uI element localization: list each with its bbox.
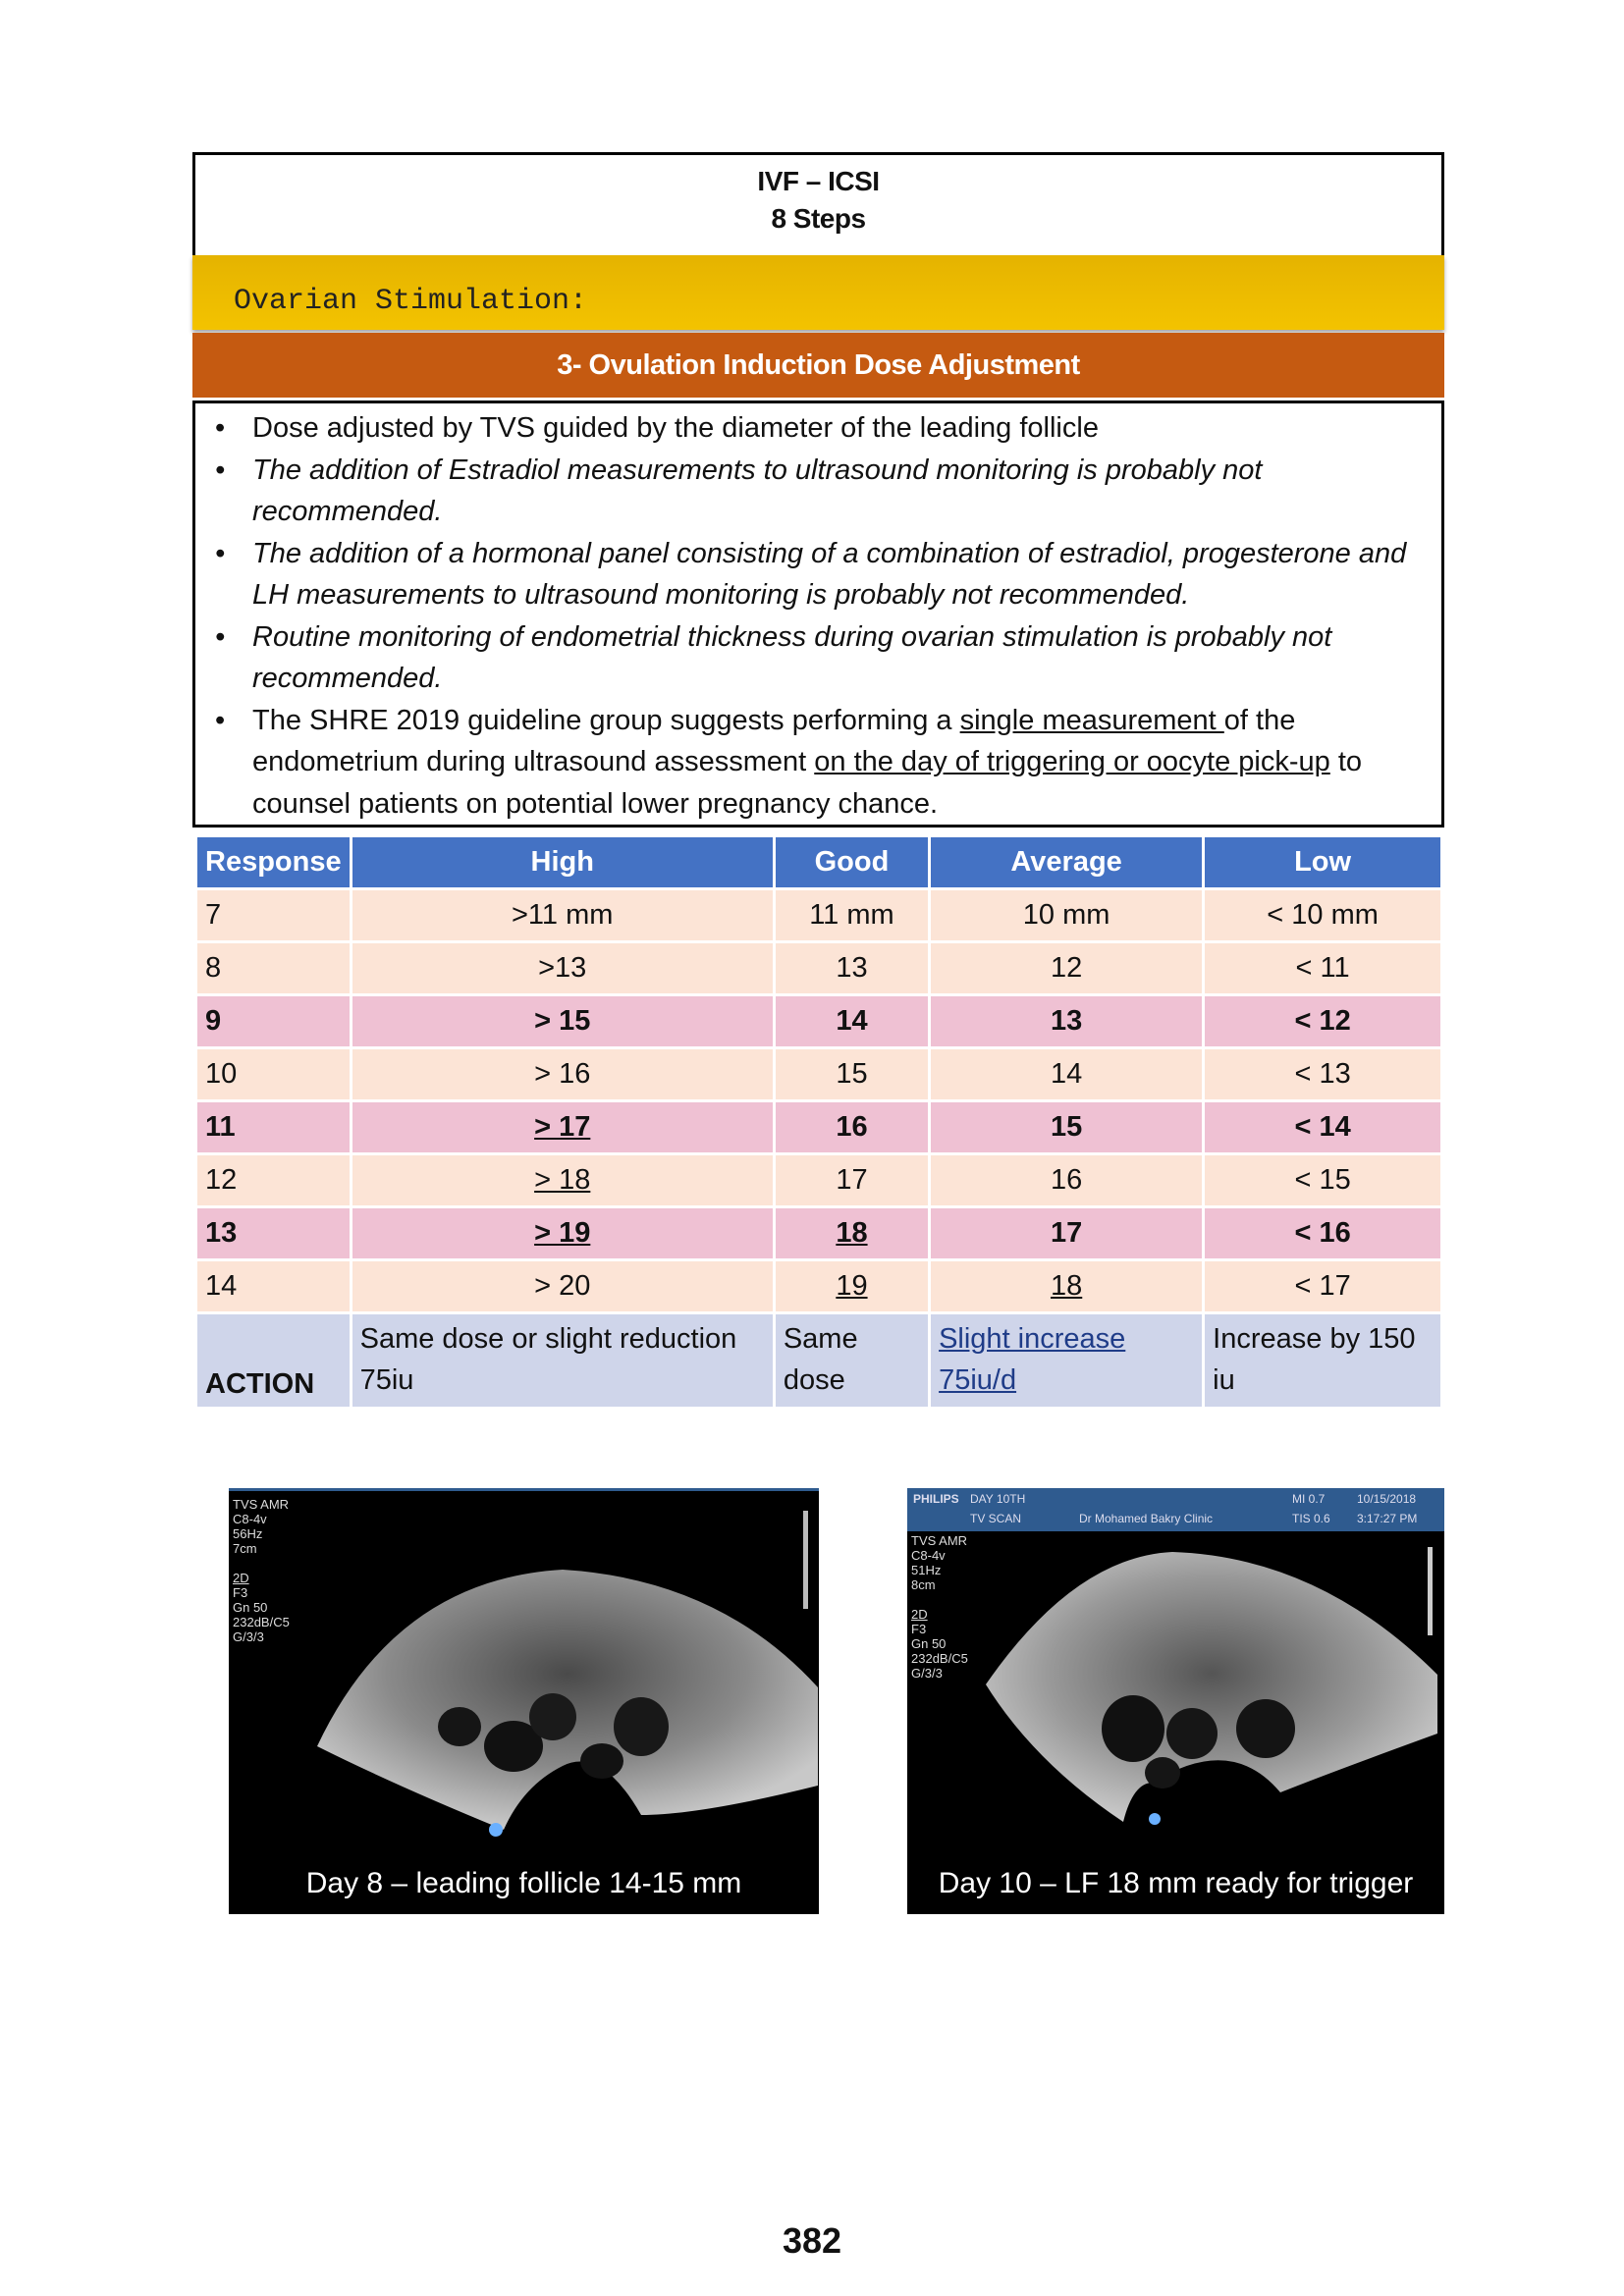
scan-date: 10/15/2018 (1357, 1492, 1417, 1506)
table-cell (197, 1155, 350, 1205)
bullet-item: • The addition of Estradiol measurements to ultrasound monitoring is probably not recommended. (252, 450, 1441, 533)
table-row (197, 1049, 1440, 1099)
table-row (197, 1261, 1440, 1311)
cell-value: > 20 (534, 1270, 591, 1302)
cell-value: >11 mm (512, 899, 614, 931)
tis-value: TIS 0.6 (1292, 1512, 1330, 1525)
table-cell (931, 1049, 1202, 1099)
document-title-box (192, 152, 1444, 260)
column-header: High (352, 837, 773, 887)
scan-parameter (911, 1592, 968, 1607)
scan-parameter: TVS AMR (911, 1533, 968, 1548)
cell-value: 16 (1050, 1164, 1083, 1196)
ultrasound-scan-left (229, 1491, 819, 1914)
action-text: Same dose or slight reduction 75iu (359, 1323, 737, 1396)
table-cell (352, 1155, 773, 1205)
column-header: Response (197, 837, 350, 887)
text: of the endometrium during ultrasound assessment (252, 704, 1296, 777)
cell-value: 8 (205, 952, 222, 984)
table-row (197, 943, 1440, 993)
underlined-text: single measurement (959, 704, 1224, 736)
table-cell (931, 1155, 1202, 1205)
scan-parameter: Gn 50 (233, 1600, 268, 1615)
table-cell (197, 1102, 350, 1152)
cell-value: 14 (205, 1270, 238, 1302)
cell-value: > 19 (534, 1217, 591, 1249)
table-cell (352, 996, 773, 1046)
section-label: Ovarian Stimulation: (234, 285, 588, 318)
cell-value: 16 (836, 1111, 868, 1143)
cell-value: 10 (205, 1058, 238, 1090)
table-cell (352, 890, 773, 940)
action-row (197, 1314, 1440, 1407)
bullet-list (195, 403, 1441, 825)
table-row (197, 890, 1440, 940)
scan-parameters (911, 1533, 968, 1681)
column-header: Average (931, 837, 1202, 887)
scan-parameter: 232dB/C5 (911, 1651, 968, 1666)
cell-value: > 17 (534, 1111, 591, 1143)
table-cell (776, 1155, 928, 1205)
scan-parameter: F3 (911, 1622, 927, 1636)
table-cell (931, 1102, 1202, 1152)
cell-value: 15 (1050, 1111, 1083, 1143)
bullet-item (252, 700, 1441, 826)
scan-parameter: 2D (911, 1607, 928, 1622)
document-title: IVF – ICSI (757, 166, 880, 196)
table-cell (197, 1049, 350, 1099)
cell-value: > 16 (534, 1058, 591, 1090)
cell-value: > 18 (534, 1164, 591, 1196)
table-header-row (197, 837, 1440, 887)
day-label: DAY 10TH (970, 1492, 1026, 1506)
cell-value: < 11 (1295, 952, 1350, 984)
cell-value: < 15 (1294, 1164, 1351, 1196)
cell-value: 14 (836, 1005, 868, 1037)
table-cell (931, 943, 1202, 993)
action-text: Slight increase 75iu/d (939, 1323, 1126, 1396)
cell-value: 9 (205, 1005, 222, 1037)
table-cell (1205, 1155, 1440, 1205)
cell-value: 10 mm (1022, 899, 1110, 931)
scan-parameter: TVS AMR (233, 1497, 290, 1512)
action-cell (197, 1314, 350, 1407)
action-cell (352, 1314, 773, 1407)
bullet-item: • Dose adjusted by TVS guided by the diameter of the leading follicle (252, 407, 1441, 450)
table-row (197, 1155, 1440, 1205)
table-cell (352, 1102, 773, 1152)
text: to counsel patients on potential lower pregnancy chance. (252, 746, 1363, 820)
table-row (197, 1208, 1440, 1258)
scan-parameter: Gn 50 (911, 1636, 947, 1651)
table-cell (776, 1208, 928, 1258)
cell-value: < 16 (1294, 1217, 1351, 1249)
cell-value: 13 (1050, 1005, 1083, 1037)
cell-value: 19 (836, 1270, 868, 1302)
bullet-item: • The addition of a hormonal panel consisting of a combination of estradiol, progesterone and LH measurements to ultrasound monitoring is probably not recommended. (252, 533, 1441, 616)
action-cell (776, 1314, 928, 1407)
scan-label: TV SCAN (970, 1512, 1022, 1525)
cell-value: < 17 (1294, 1270, 1351, 1302)
scan-parameter: 232dB/C5 (233, 1615, 290, 1629)
table-cell (352, 1208, 773, 1258)
cell-value: 18 (836, 1217, 868, 1249)
document-subtitle: 8 Steps (771, 203, 866, 234)
table-cell (1205, 1208, 1440, 1258)
ultrasound-image-day8 (229, 1488, 819, 1914)
table-cell (931, 1208, 1202, 1258)
cell-value: 11 mm (809, 899, 894, 931)
cell-value: 15 (836, 1058, 868, 1090)
dose-adjustment-table (194, 834, 1443, 1410)
table-cell (1205, 1261, 1440, 1311)
table-cell (776, 1261, 928, 1311)
scan-parameter: G/3/3 (233, 1629, 264, 1644)
table-cell (776, 890, 928, 940)
cell-value: 13 (205, 1217, 238, 1249)
scan-parameter (233, 1556, 290, 1571)
cell-value: 18 (1050, 1270, 1083, 1302)
action-text: Same dose (783, 1323, 858, 1396)
scan-parameter: 2D (233, 1571, 249, 1585)
action-cell (931, 1314, 1202, 1407)
action-text: ACTION (205, 1368, 315, 1400)
table-cell (1205, 890, 1440, 940)
cell-value: >13 (538, 952, 587, 984)
cell-value: 7 (205, 899, 222, 931)
cell-value: 11 (205, 1111, 236, 1143)
action-text: Increase by 150 iu (1213, 1323, 1416, 1396)
image-caption: Day 10 – LF 18 mm ready for trigger (938, 1867, 1414, 1899)
table-cell (352, 943, 773, 993)
scan-parameter: 51Hz (911, 1563, 942, 1577)
table-cell (1205, 1049, 1440, 1099)
cell-value: 13 (836, 952, 868, 984)
cell-value: < 10 mm (1267, 899, 1379, 931)
table-cell (931, 996, 1202, 1046)
scan-parameter: G/3/3 (911, 1666, 943, 1681)
scan-parameter: 7cm (233, 1541, 257, 1556)
table-cell (776, 1102, 928, 1152)
table-cell (776, 996, 928, 1046)
table-cell (352, 1049, 773, 1099)
column-header: Good (776, 837, 928, 887)
cell-value: 17 (1050, 1217, 1083, 1249)
table-cell (1205, 996, 1440, 1046)
cell-value: < 13 (1294, 1058, 1351, 1090)
table-cell (931, 890, 1202, 940)
scan-parameter: 56Hz (233, 1526, 263, 1541)
table-cell (197, 996, 350, 1046)
table-cell (197, 1261, 350, 1311)
underlined-text: on the day of triggering or oocyte pick-up (814, 746, 1330, 777)
action-cell (1205, 1314, 1440, 1407)
cell-value: 14 (1050, 1058, 1083, 1090)
column-header: Low (1205, 837, 1440, 887)
table-row (197, 996, 1440, 1046)
table-cell (197, 1208, 350, 1258)
ultrasound-scan-right (907, 1488, 1444, 1914)
table-row (197, 1102, 1440, 1152)
table-cell (197, 890, 350, 940)
table-cell (776, 1049, 928, 1099)
scan-parameter: C8-4v (233, 1512, 267, 1526)
page-number: 382 (782, 2220, 842, 2261)
brand: PHILIPS (913, 1492, 959, 1506)
scan-time: 3:17:27 PM (1357, 1512, 1418, 1525)
table-cell (931, 1261, 1202, 1311)
cell-value: > 15 (534, 1005, 591, 1037)
scan-parameters (233, 1497, 290, 1644)
cell-value: < 12 (1294, 1005, 1351, 1037)
cell-value: 12 (205, 1164, 238, 1196)
table-cell (1205, 1102, 1440, 1152)
scan-parameter: F3 (233, 1585, 248, 1600)
scan-parameter: 8cm (911, 1577, 936, 1592)
text: The SHRE 2019 guideline group suggests performing a (252, 704, 960, 736)
cell-value: < 14 (1294, 1111, 1351, 1143)
image-caption: Day 8 – leading follicle 14-15 mm (305, 1867, 742, 1899)
table-cell (776, 943, 928, 993)
bullet-list-box (192, 400, 1444, 828)
table-cell (1205, 943, 1440, 993)
bullet-item: • Routine monitoring of endometrial thickness during ovarian stimulation is probably not recommended. (252, 616, 1441, 700)
mi-value: MI 0.7 (1292, 1492, 1326, 1506)
scan-parameter: C8-4v (911, 1548, 946, 1563)
table-cell (197, 943, 350, 993)
step-title: 3- Ovulation Induction Dose Adjustment (192, 333, 1444, 398)
ultrasound-image-day10 (907, 1488, 1444, 1914)
cell-value: 12 (1050, 952, 1083, 984)
section-banner (192, 255, 1444, 330)
table-cell (352, 1261, 773, 1311)
clinic-name: Dr Mohamed Bakry Clinic (1079, 1512, 1214, 1525)
cell-value: 17 (836, 1164, 868, 1196)
